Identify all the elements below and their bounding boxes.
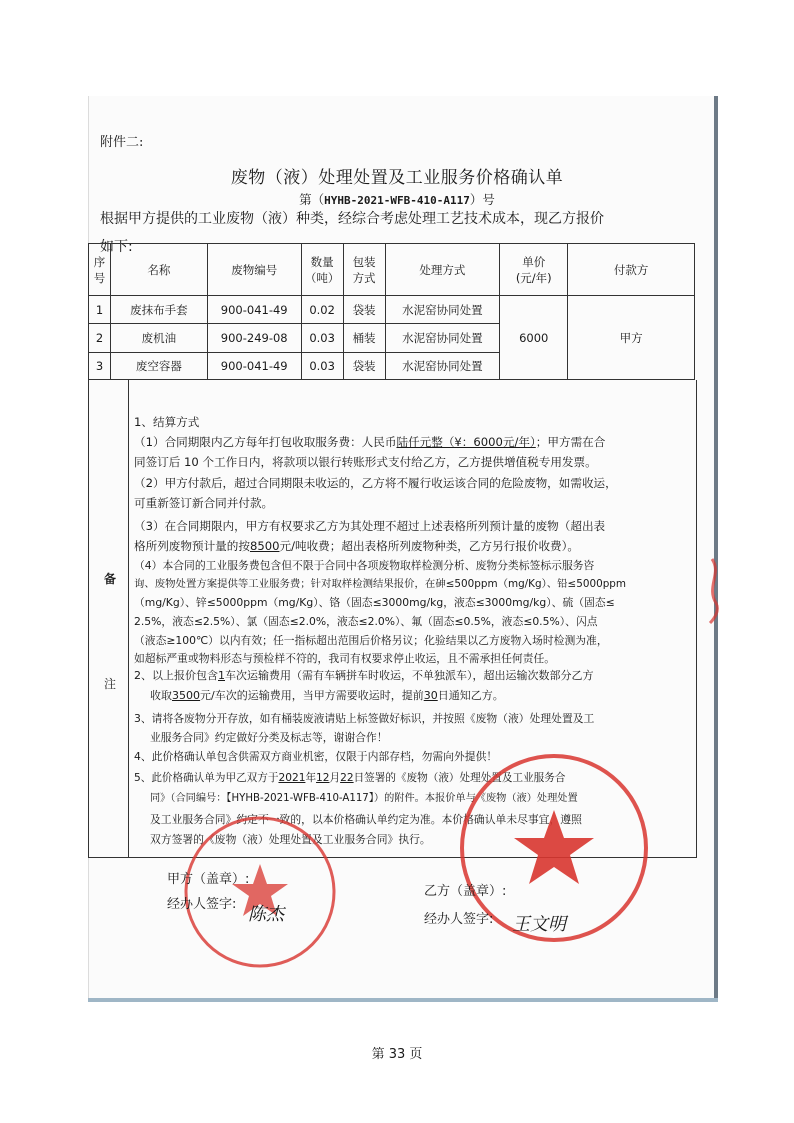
note-line: 5、此价格确认单为甲乙双方于2021年12月22日签署的《废物（液）处理处置及工业服务合: [134, 772, 566, 784]
note-line: 同签订后 10 个工作日内，将款项以银行转账形式支付给乙方，乙方提供增值税专用发票。: [134, 455, 597, 469]
note-line: （4）本合同的工业服务费包含但不限于合同中各项废物取样检测分析、废物分类标签标示服务咨: [134, 559, 595, 572]
party-a-signer-label: 经办人签字:: [167, 897, 237, 912]
scan-edge: [88, 998, 718, 1002]
header-pack: 包装 方式: [343, 244, 385, 296]
note-line: （3）在合同期限内，甲方有权要求乙方为其处理不超过上述表格所列预计量的废物（超出表: [134, 519, 606, 533]
cell-name: 废抹布手套: [110, 296, 207, 324]
cell-unit-price: 6000: [500, 296, 568, 380]
note-line: 如超标严重或物料形态与预检样不符的，我司有权要求停止收运，且不需承担任何责任。: [134, 652, 556, 665]
cell-qty: 0.03: [301, 324, 343, 353]
party-a-seal-label: 甲方（盖章）:: [167, 872, 250, 887]
red-ink-mark: [700, 555, 730, 625]
header-seq: 序号: [89, 244, 111, 296]
cell-pack: 袋装: [343, 353, 385, 380]
header-name: 名称: [110, 244, 207, 296]
party-b-seal-label: 乙方（盖章）:: [424, 884, 507, 899]
table-header-row: [89, 244, 695, 296]
header-payer: 付款方: [568, 244, 695, 296]
note-line: （1）合同期限内乙方每年打包收取服务费：人民币陆仟元整（¥：6000元/年）；甲方需在合: [134, 435, 606, 449]
note-line: 3、请将各废物分开存放，如有桶装废液请贴上标签做好标识，并按照《废物（液）处理处置及工: [134, 712, 595, 725]
table-row: [89, 296, 695, 324]
note-settlement-title: 1、结算方式: [134, 415, 200, 429]
cell-name: 废空容器: [110, 353, 207, 380]
cell-code: 900-041-49: [207, 353, 301, 380]
page-number: 第 33 页: [371, 1047, 423, 1062]
note-line: 可重新签订新合同并付款。: [134, 496, 274, 510]
intro-text: 根据甲方提供的工业废物（液）种类，经综合考虑处理工艺技术成本，现乙方报价: [100, 211, 604, 227]
scan-edge: [714, 96, 718, 1000]
cell-code: 900-041-49: [207, 296, 301, 324]
cell-code: 900-249-08: [207, 324, 301, 353]
cell-seq: 2: [89, 324, 111, 353]
party-a-signature: 陈杰: [248, 904, 284, 925]
header-qty: 数量 （吨）: [301, 244, 343, 296]
cell-seq: 3: [89, 353, 111, 380]
note-line: 2、以上报价包含1车次运输费用（需有车辆拼车时收运，不单独派车），超出运输次数部分乙方: [134, 669, 594, 682]
header-method: 处理方式: [385, 244, 500, 296]
note-line: 同》（合同编号：【HYHB-2021-WFB-410-A117】）的附件。本报价单与《废物（液）处理处置: [150, 793, 578, 804]
price-table: [88, 243, 695, 380]
note-line: （液态≥100℃）以内有效；任一指标超出范围后价格另议；化验结果以乙方废物入场时检测为准，: [134, 634, 608, 647]
note-line: 2.5%，液态≤2.5%）、氯（固态≤2.0%，液态≤2.0%）、氟（固态≤0.5%，液态≤0.5%）、闪点: [134, 615, 598, 628]
note-line: 业服务合同》约定做好分类及标志等，谢谢合作！: [150, 731, 388, 744]
notes-divider: [128, 380, 129, 858]
note-line: 收取3500元/车次的运输费用，当甲方需要收运时，提前30日通知乙方。: [150, 689, 504, 702]
cell-seq: 1: [89, 296, 111, 324]
cell-qty: 0.02: [301, 296, 343, 324]
note-line: 询、废物处置方案提供等工业服务费；针对取样检测结果报价，在砷≤500ppm（mg/Kg）、铅≤5000ppm: [134, 578, 627, 590]
document-title: 废物（液）处理处置及工业服务价格确认单: [230, 168, 564, 188]
annex-label: 附件二:: [100, 135, 144, 150]
document-number: 第（HYHB-2021-WFB-410-A117）号: [299, 192, 495, 207]
notes-label: 注: [104, 677, 117, 691]
cell-method: 水泥窑协同处置: [385, 324, 500, 353]
cell-pack: 袋装: [343, 296, 385, 324]
cell-method: 水泥窑协同处置: [385, 353, 500, 380]
note-line: 4、此价格确认单包含供需双方商业机密，仅限于内部存档，勿需向外提供！: [134, 750, 498, 763]
intro-text: 如下:: [100, 239, 133, 255]
party-a-seal-stamp: [172, 812, 348, 972]
cell-pack: 桶装: [343, 324, 385, 353]
note-line: 格所列废物预计量的按8500元/吨收费；超出表格所列废物种类，乙方另行报价收费）。: [134, 539, 580, 553]
notes-label: 备: [104, 572, 117, 586]
note-line: （2）甲方付款后，超过合同期限未收运的，乙方将不履行收运该合同的危险废物，如需收运，: [134, 476, 617, 490]
note-line: 及工业服务合同》约定不一致的，以本价格确认单约定为准。本价格确认单未尽事宜，遵照: [150, 813, 582, 826]
header-code: 废物编号: [207, 244, 301, 296]
cell-qty: 0.03: [301, 353, 343, 380]
header-price: 单价 (元/年): [500, 244, 568, 296]
cell-payer: 甲方: [568, 296, 695, 380]
note-line: （mg/Kg）、锌≤5000ppm（mg/Kg）、铬（固态≤3000mg/kg，液态≤3000mg/kg）、硫（固态≤: [134, 596, 615, 609]
note-line: 双方签署的《废物（液）处理处置及工业服务合同》执行。: [150, 833, 431, 846]
cell-method: 水泥窑协同处置: [385, 296, 500, 324]
party-b-signer-label: 经办人签字:: [424, 912, 494, 927]
party-b-signature: 王文明: [512, 914, 566, 935]
cell-name: 废机油: [110, 324, 207, 353]
